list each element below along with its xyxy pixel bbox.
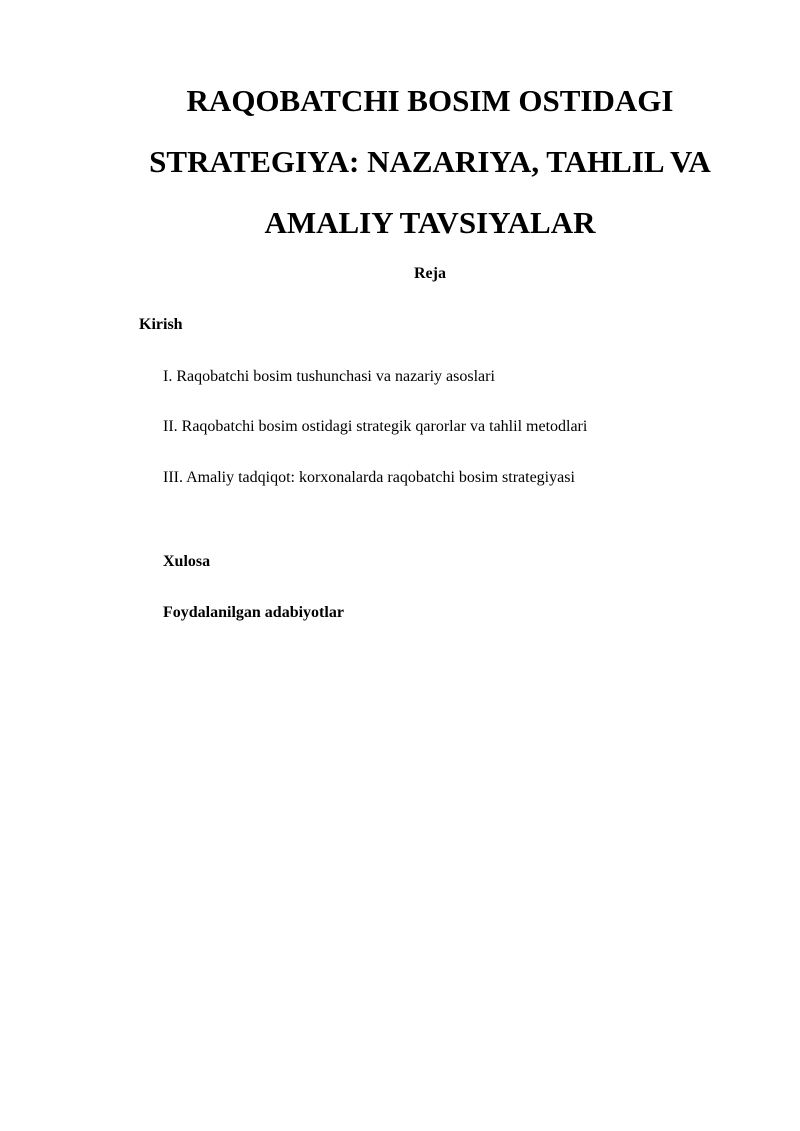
references-item: Foydalanilgan adabiyotlar xyxy=(163,604,344,621)
title-line-3: AMALIY TAVSIYALAR xyxy=(264,205,596,240)
chapter-item-2: II. Raqobatchi bosim ostidagi strategik qarorlar va tahlil metodlari xyxy=(163,418,588,435)
intro-item: Kirish xyxy=(139,316,183,333)
chapter-item-1: I. Raqobatchi bosim tushunchasi va nazariy asoslari xyxy=(163,368,495,385)
plan-heading: Reja xyxy=(414,265,446,282)
title-line-1: RAQOBATCHI BOSIM OSTIDAGI xyxy=(186,83,674,118)
document-title xyxy=(120,70,740,253)
chapter-item-3: III. Amaliy tadqiqot: korxonalarda raqobatchi bosim strategiyasi xyxy=(163,469,575,486)
conclusion-item: Xulosa xyxy=(163,553,211,570)
title-line-2: STRATEGIYA: NAZARIYA, TAHLIL VA xyxy=(149,144,711,179)
